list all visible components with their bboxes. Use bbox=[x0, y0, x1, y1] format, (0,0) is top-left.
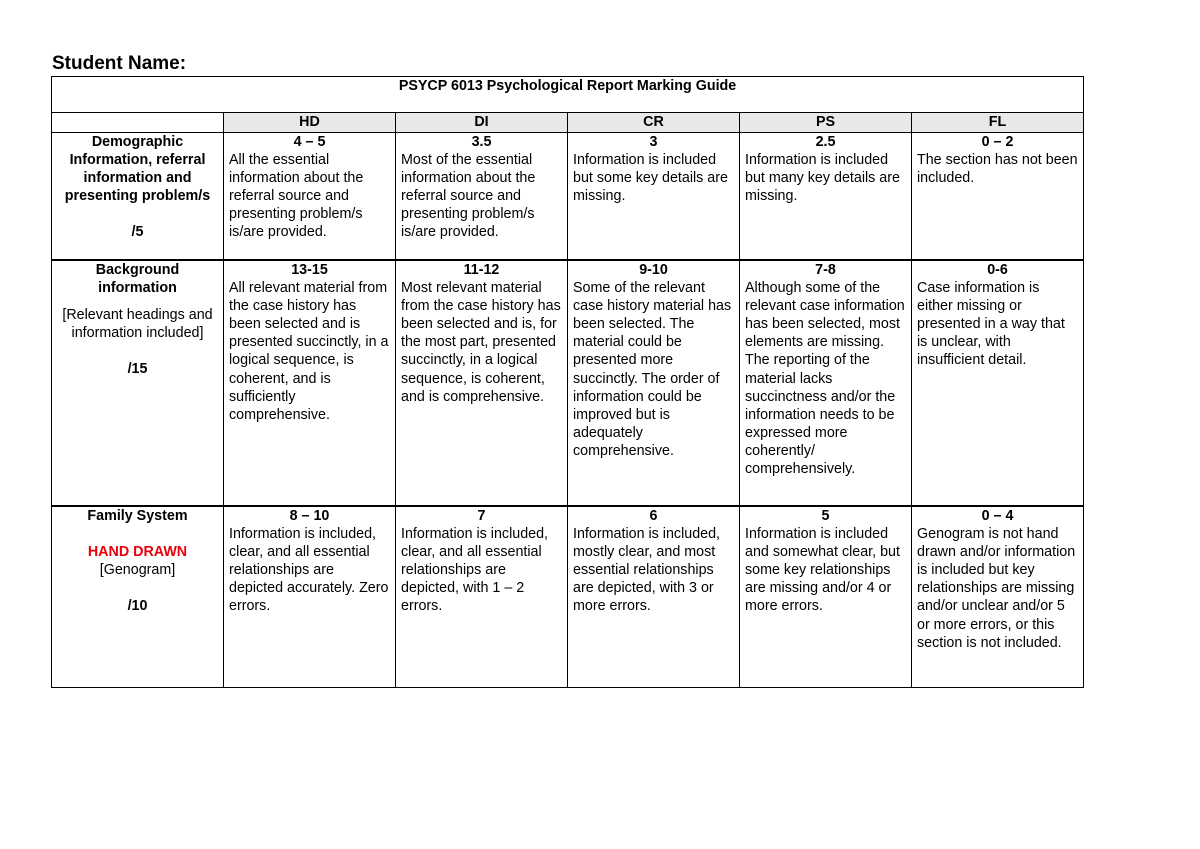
descriptor: Case information is either missing or presented in a way that is unclear, with insufficient detail. bbox=[917, 280, 1065, 369]
criterion-cell bbox=[52, 260, 224, 506]
rubric-cell bbox=[396, 506, 568, 688]
score-range: 0 – 4 bbox=[981, 508, 1014, 524]
descriptor: Most relevant material from the case history has been selected and is, for the most part, presented succinctly, in a logical sequence, is coherent, and is comprehensive. bbox=[401, 280, 561, 405]
criterion-mark: /15 bbox=[127, 361, 148, 378]
grade-header-di: DI bbox=[396, 113, 568, 133]
rubric-cell bbox=[224, 260, 396, 506]
score-range: 7-8 bbox=[815, 262, 836, 278]
rubric-cell bbox=[568, 133, 740, 261]
descriptor: Most of the essential information about the referral source and presenting problem/s is/are provided. bbox=[401, 152, 536, 241]
rubric-cell bbox=[396, 260, 568, 506]
table-row bbox=[52, 506, 1084, 688]
score-range: 3 bbox=[649, 134, 658, 150]
rubric-cell bbox=[740, 506, 912, 688]
score-range: 7 bbox=[477, 508, 486, 524]
descriptor: Some of the relevant case history material has been selected. The material could be presented more succinctly. The order of information could be improved but is adequately comprehensive. bbox=[573, 280, 732, 459]
rubric-cell bbox=[912, 260, 1084, 506]
criterion-name: Background information bbox=[95, 262, 180, 297]
descriptor: All the essential information about the referral source and presenting problem/s is/are provided. bbox=[229, 152, 364, 241]
criterion-name: Family System bbox=[87, 508, 188, 524]
grade-header-cr: CR bbox=[568, 113, 740, 133]
score-range: 0 – 2 bbox=[981, 134, 1014, 150]
criterion-subtext: [Relevant headings and information included] bbox=[62, 307, 213, 342]
score-range: 8 – 10 bbox=[289, 508, 330, 524]
descriptor: Genogram is not hand drawn and/or information is included but key relationships are missing and/or unclear and/or 5 or more errors, or this section is not included. bbox=[917, 526, 1076, 651]
table-title: PSYCP 6013 Psychological Report Marking Guide bbox=[52, 77, 1084, 113]
grade-header-ps: PS bbox=[740, 113, 912, 133]
criterion-cell bbox=[52, 506, 224, 688]
table-row bbox=[52, 133, 1084, 261]
descriptor: The section has not been included. bbox=[917, 152, 1078, 187]
table-row bbox=[52, 260, 1084, 506]
rubric-cell bbox=[224, 506, 396, 688]
descriptor: Information is included, clear, and all essential relationships are depicted, with 1 – 2 errors. bbox=[401, 526, 549, 615]
rubric-cell bbox=[912, 506, 1084, 688]
descriptor: Information is included but some key details are missing. bbox=[573, 152, 728, 205]
criterion-cell bbox=[52, 133, 224, 261]
marking-guide-table bbox=[51, 76, 1084, 688]
grade-header-row bbox=[52, 113, 1084, 133]
descriptor: Information is included but many key details are missing. bbox=[745, 152, 900, 205]
criterion-mark: /10 bbox=[127, 598, 148, 615]
descriptor: Although some of the relevant case information has been selected, most elements are missing. The reporting of the material lacks succinctness and/or the information needs to be expressed more coherently/ comprehensively. bbox=[745, 280, 905, 478]
student-name-label: Student Name: bbox=[52, 53, 187, 74]
rubric-cell bbox=[568, 260, 740, 506]
grade-header-blank bbox=[52, 113, 224, 133]
grade-header-hd: HD bbox=[224, 113, 396, 133]
descriptor: All relevant material from the case history has been selected and is presented succinctly, in a logical sequence, is coherent, and is sufficiently comprehensive. bbox=[229, 280, 389, 423]
rubric-cell bbox=[224, 133, 396, 261]
hand-drawn-note: HAND DRAWN bbox=[87, 544, 188, 561]
score-range: 6 bbox=[649, 508, 658, 524]
score-range: 2.5 bbox=[815, 134, 836, 150]
descriptor: Information is included and somewhat clear, but some key relationships are missing and/or 4 or more errors. bbox=[745, 526, 900, 615]
criterion-mark: /5 bbox=[131, 224, 144, 241]
score-range: 4 – 5 bbox=[293, 134, 326, 150]
rubric-cell bbox=[912, 133, 1084, 261]
descriptor: Information is included, mostly clear, and most essential relationships are depicted, with 3 or more errors. bbox=[573, 526, 721, 615]
rubric-cell bbox=[396, 133, 568, 261]
score-range: 3.5 bbox=[471, 134, 492, 150]
criterion-extra: [Genogram] bbox=[99, 562, 176, 579]
descriptor: Information is included, clear, and all essential relationships are depicted accurately. Zero errors. bbox=[229, 526, 389, 615]
title-row bbox=[52, 77, 1084, 113]
score-range: 0-6 bbox=[987, 262, 1008, 278]
criterion-name: Demographic Information, referral information and presenting problem/s bbox=[64, 134, 211, 205]
score-range: 11-12 bbox=[463, 262, 500, 278]
score-range: 9-10 bbox=[639, 262, 668, 278]
rubric-cell bbox=[568, 506, 740, 688]
rubric-cell bbox=[740, 133, 912, 261]
score-range: 5 bbox=[821, 508, 830, 524]
rubric-cell bbox=[740, 260, 912, 506]
score-range: 13-15 bbox=[291, 262, 328, 278]
grade-header-fl: FL bbox=[912, 113, 1084, 133]
